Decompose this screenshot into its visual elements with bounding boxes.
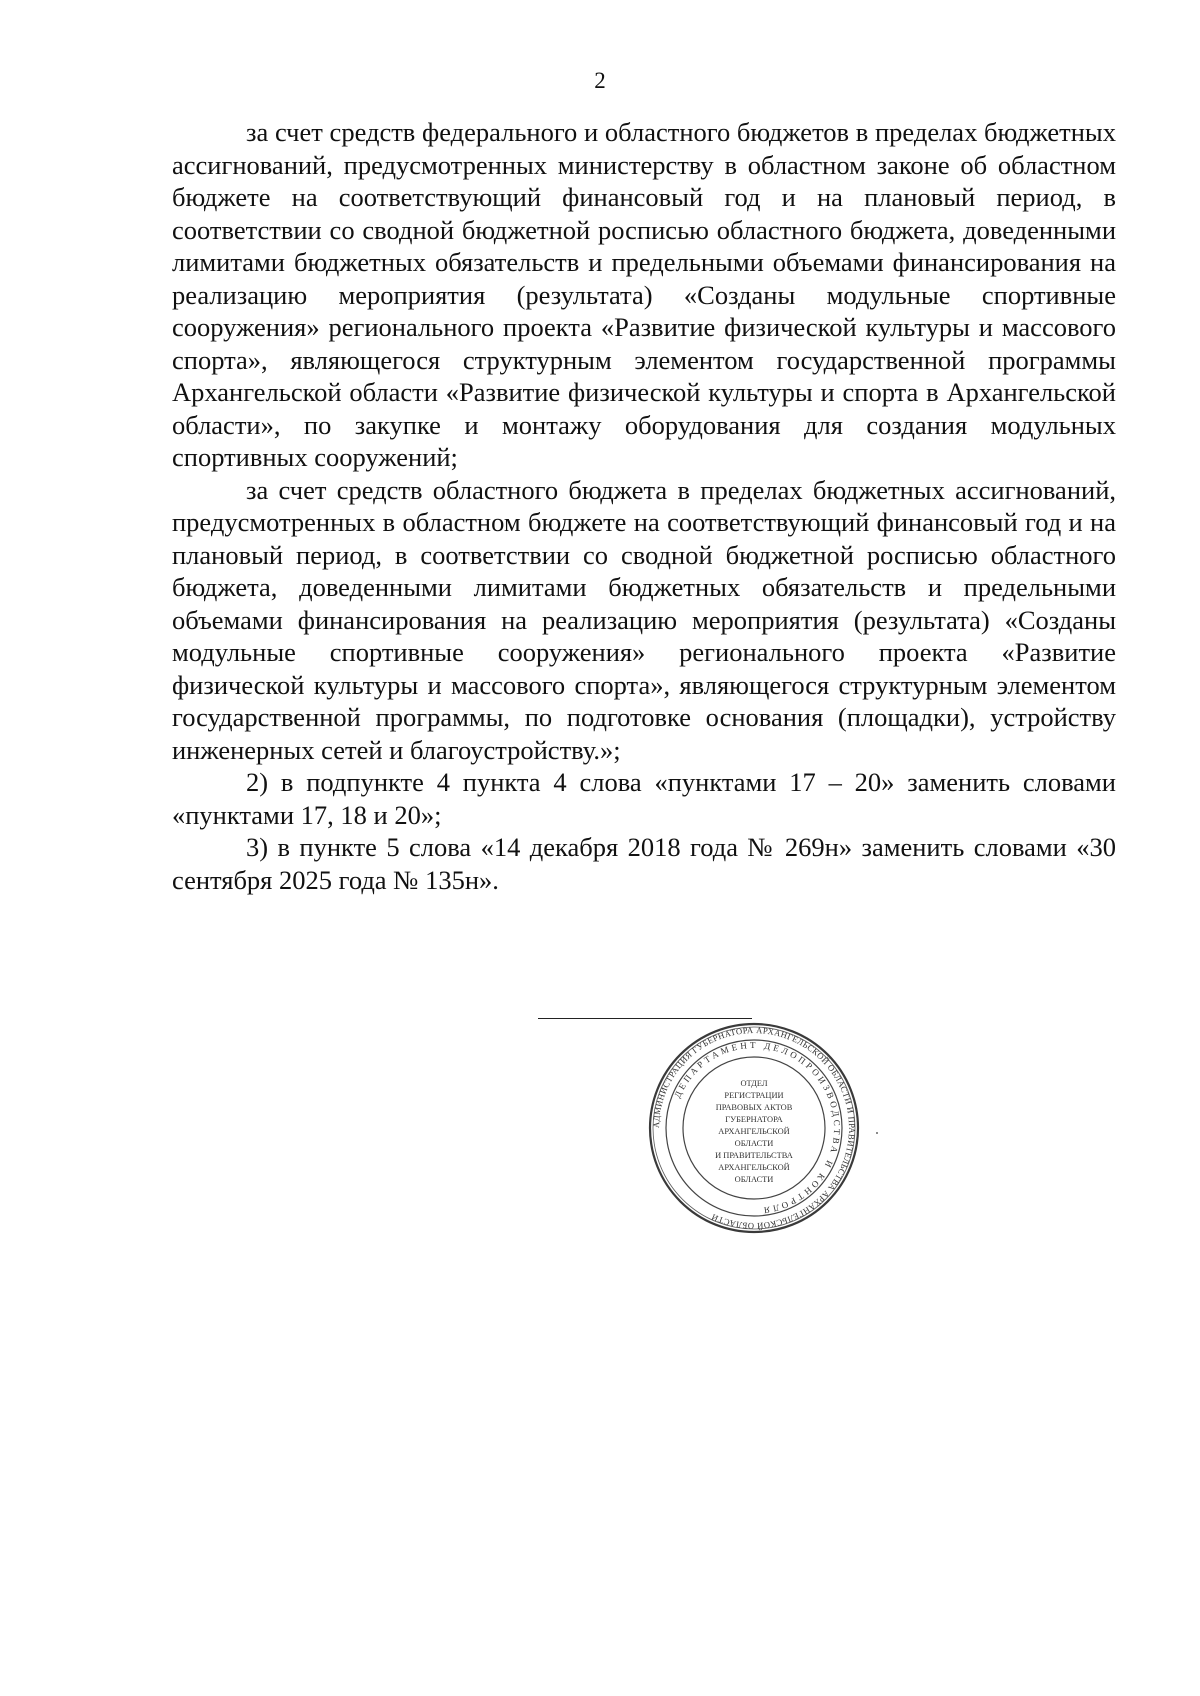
scan-speck (876, 1132, 878, 1134)
page-number: 2 (594, 68, 606, 93)
stamp-center-line: ОБЛАСТИ (734, 1139, 774, 1148)
paragraph-regional-funding: за счет средств областного бюджета в пределах бюджетных ассигнований, предусмотренных в областном бюджете на соответствующий финансовый год и на плановый период, в соответствии со сводной бюджетной росписью областного бюджета, доведенными лимитами бюджетных обязательств и предельными объемами финансирования на реализацию мероприятия (результата) «Созданы модульные спортивные сооружения» регионального проекта «Развитие физической культуры и массового спорта», являющегося структурным элементом государственной программы, по подготовке основания (площадки), устройству инженерных сетей и благоустройству.»; (172, 474, 1116, 765)
stamp-outer-ring-text: АДМИНИСТРАЦИЯ ГУБЕРНАТОРА АРХАНГЕЛЬСКОЙ ОБЛАСТИ И ПРАВИТЕЛЬСТВА АРХАНГЕЛЬСКОЙ ОБЛАСТИ (650, 1024, 858, 1232)
stamp-center-line: И ПРАВИТЕЛЬСТВА (715, 1151, 793, 1160)
stamp-center-line: ОТДЕЛ (740, 1079, 768, 1088)
stamp-center-line: ОБЛАСТИ (734, 1175, 774, 1184)
paragraph-amendment-2: 2) в подпункте 4 пункта 4 слова «пунктами 17 – 20» заменить словами «пунктами 17, 18 и 20»; (172, 767, 1116, 830)
paragraph-amendment-3: 3) в пункте 5 слова «14 декабря 2018 года № 269н» заменить словами «30 сентября 2025 года № 135н». (172, 832, 1116, 895)
stamp-inner-ring-text: ДЕПАРТАМЕНТ ДЕЛОПРОИЗВОДСТВА И КОНТРОЛЯ (672, 1039, 843, 1216)
stamp-seal-graphic (646, 1020, 862, 1236)
stamp-center-line: ГУБЕРНАТОРА (725, 1115, 783, 1124)
document-body (172, 116, 1116, 896)
signature-line (538, 1018, 752, 1019)
stamp-center-text (715, 1079, 793, 1184)
registration-stamp (646, 1020, 862, 1236)
paragraph-federal-regional-funding: за счет средств федерального и областного бюджетов в пределах бюджетных ассигнований, предусмотренных министерству в областном законе об областном бюджете на соответствующий финансовый год и на плановый период, в соответствии со сводной бюджетной росписью областного бюджета, доведенными лимитами бюджетных обязательств и предельными объемами финансирования на реализацию мероприятия (результата) «Созданы модульные спортивные сооружения» регионального проекта «Развитие физической культуры и массового спорта», являющегося структурным элементом государственной программы Архангельской области «Развитие физической культуры и спорта в Архангельской области», по закупке и монтажу оборудования для создания модульных спортивных сооружений; (172, 117, 1116, 472)
stamp-center-line: ПРАВОВЫХ АКТОВ (715, 1103, 793, 1112)
stamp-center-line: АРХАНГЕЛЬСКОЙ (718, 1127, 790, 1136)
stamp-center-line: РЕГИСТРАЦИИ (724, 1091, 784, 1100)
stamp-center-line: АРХАНГЕЛЬСКОЙ (718, 1163, 790, 1172)
